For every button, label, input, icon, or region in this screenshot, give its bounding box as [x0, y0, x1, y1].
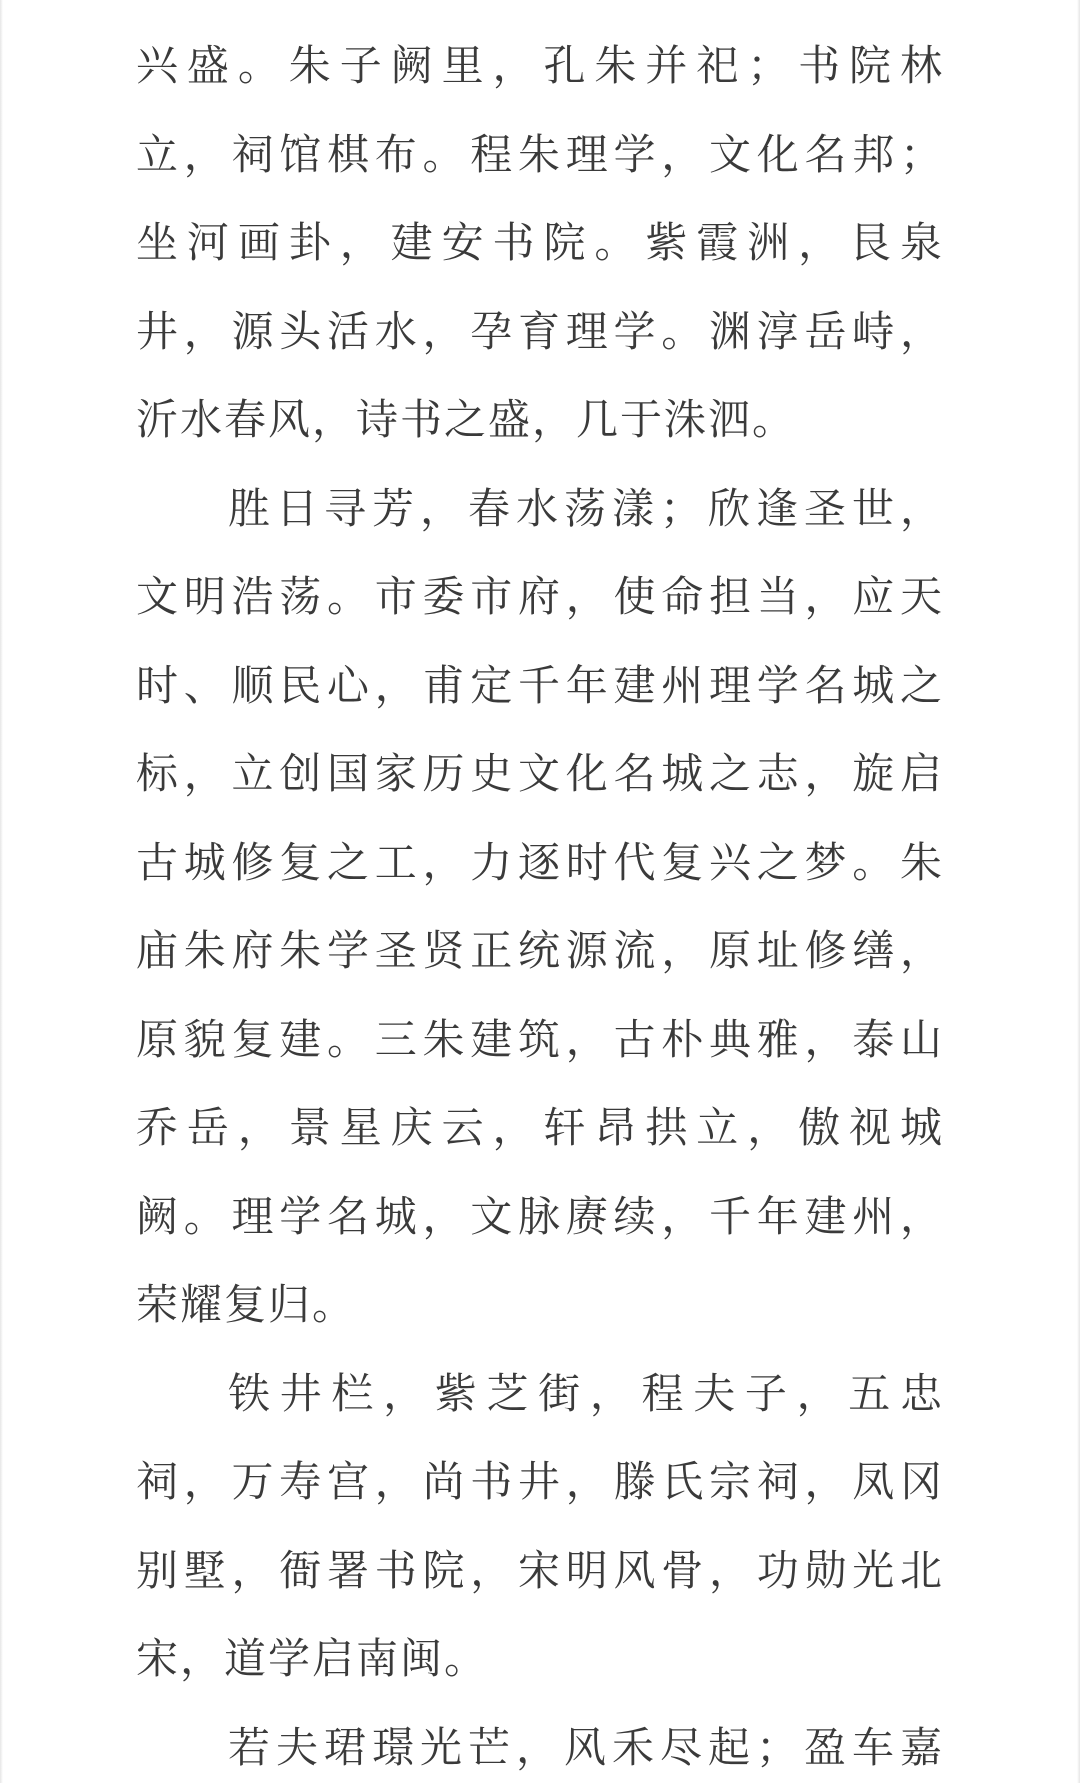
left-edge-shade [0, 0, 3, 1783]
paragraph-1 [136, 22, 944, 465]
text-line: 乔岳，景星庆云，轩昂拱立，傲视城 [136, 1084, 944, 1173]
text-line: 古城修复之工，力逐时代复兴之梦。朱 [136, 819, 944, 908]
text-line: 坐河画卦，建安书院。紫霞洲，艮泉 [136, 199, 944, 288]
paragraph-4 [136, 1704, 944, 1792]
text-line: 别墅，衙署书院，宋明风骨，功勋光北 [136, 1527, 944, 1616]
text-line: 立，祠馆棋布。程朱理学，文化名邦； [136, 111, 944, 200]
text-line: 兴盛。朱子阙里，孔朱并祀；书院林 [136, 22, 944, 111]
text-line: 标，立创国家历史文化名城之志，旋启 [136, 730, 944, 819]
text-line: 阙。理学名城，文脉赓续，千年建州， [136, 1173, 944, 1262]
paragraph-2 [136, 465, 944, 1350]
text-line: 时、顺民心，甫定千年建州理学名城之 [136, 642, 944, 731]
text-line: 庙朱府朱学圣贤正统源流，原址修缮， [136, 907, 944, 996]
text-line: 若夫珺璟光芒，风禾尽起；盈车嘉 [136, 1704, 944, 1792]
text-line: 井，源头活水，孕育理学。渊淳岳峙， [136, 288, 944, 377]
paragraph-3 [136, 1350, 944, 1704]
text-line: 宋，道学启南闽。 [136, 1615, 944, 1704]
text-line: 胜日寻芳，春水荡漾；欣逢圣世， [136, 465, 944, 554]
article-body [136, 22, 944, 1792]
text-line: 文明浩荡。市委市府，使命担当，应天 [136, 553, 944, 642]
text-line: 荣耀复归。 [136, 1261, 944, 1350]
text-line: 原貌复建。三朱建筑，古朴典雅，泰山 [136, 996, 944, 1085]
text-line: 沂水春风，诗书之盛，几于洙泗。 [136, 376, 944, 465]
text-line: 祠，万寿宫，尚书井，滕氏宗祠，凤冈 [136, 1438, 944, 1527]
text-line: 铁井栏，紫芝街，程夫子，五忠 [136, 1350, 944, 1439]
